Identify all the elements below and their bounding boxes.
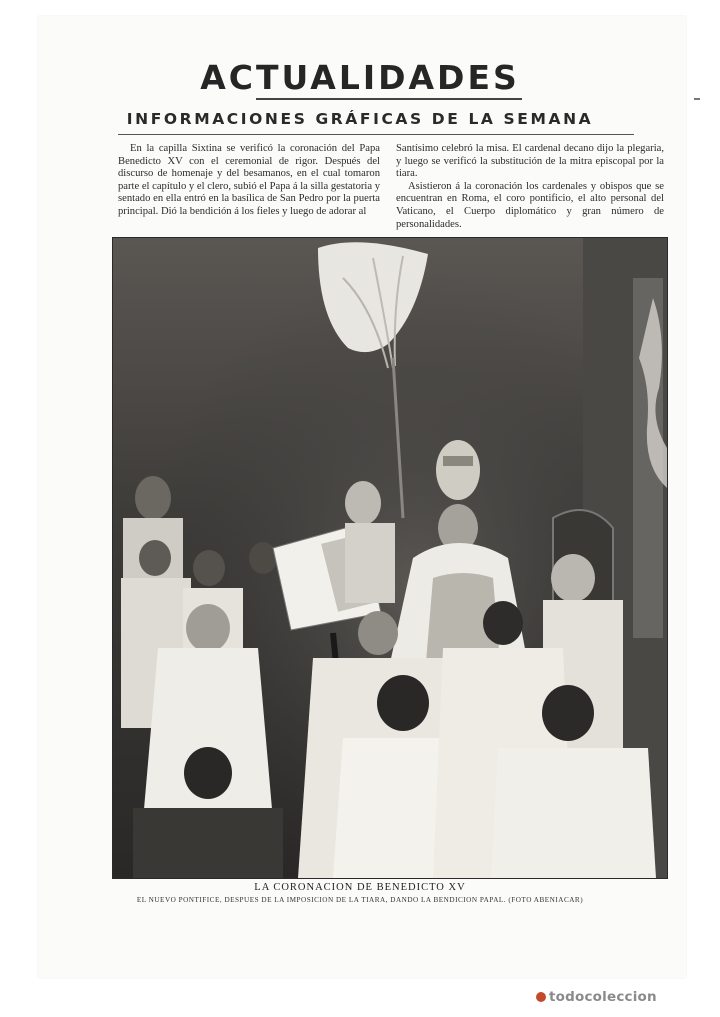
article-paragraph-2: Santísimo celebró la misa. El cardenal decano dijo la plegaria, y luego se verificó la substitución de la mitra episcopal por la tiara. — [396, 143, 664, 180]
article-column-right — [396, 143, 664, 231]
article-paragraph-3: Asistieron á la coronación los cardenales y obispos que se encuentran en Roma, el coro pontificio, el alto personal del Vaticano, el Cuerpo diplomático y gran número de personalidades. — [396, 180, 664, 230]
photo-caption-subtitle: EL NUEVO PONTIFICE, DESPUES DE LA IMPOSICION DE LA TIARA, DANDO LA BENDICION PAPAL. (FOTO ABENIACAR) — [136, 896, 584, 904]
photo-caption-title: LA CORONACION DE BENEDICTO XV — [254, 882, 466, 893]
article-column-left — [118, 143, 380, 219]
watermark-logo — [536, 986, 716, 1008]
subtitle-underline — [118, 134, 634, 135]
margin-mark — [694, 98, 700, 100]
title-underline — [256, 98, 522, 100]
photograph-image — [113, 238, 667, 878]
watermark-text: todocoleccion — [549, 989, 657, 1005]
watermark-dot-icon — [536, 992, 546, 1002]
coronation-photograph — [112, 237, 668, 879]
page-title: ACTUALIDADES — [200, 58, 520, 97]
article-paragraph-1: En la capilla Sixtina se verificó la coronación del Papa Benedicto XV con el ceremonial de rigor. Después del discurso de homenaje y del besamanos, en el cual tomaron parte el capítulo y el clero, subió el Papa á la silla gestatoria y sentado en ella entró en la basílica de San Pedro por la puerta principal. Dió la bendición á los fieles y luego de adorar al — [118, 143, 380, 217]
page-subtitle: INFORMACIONES GRÁFICAS DE LA SEMANA — [126, 110, 594, 128]
